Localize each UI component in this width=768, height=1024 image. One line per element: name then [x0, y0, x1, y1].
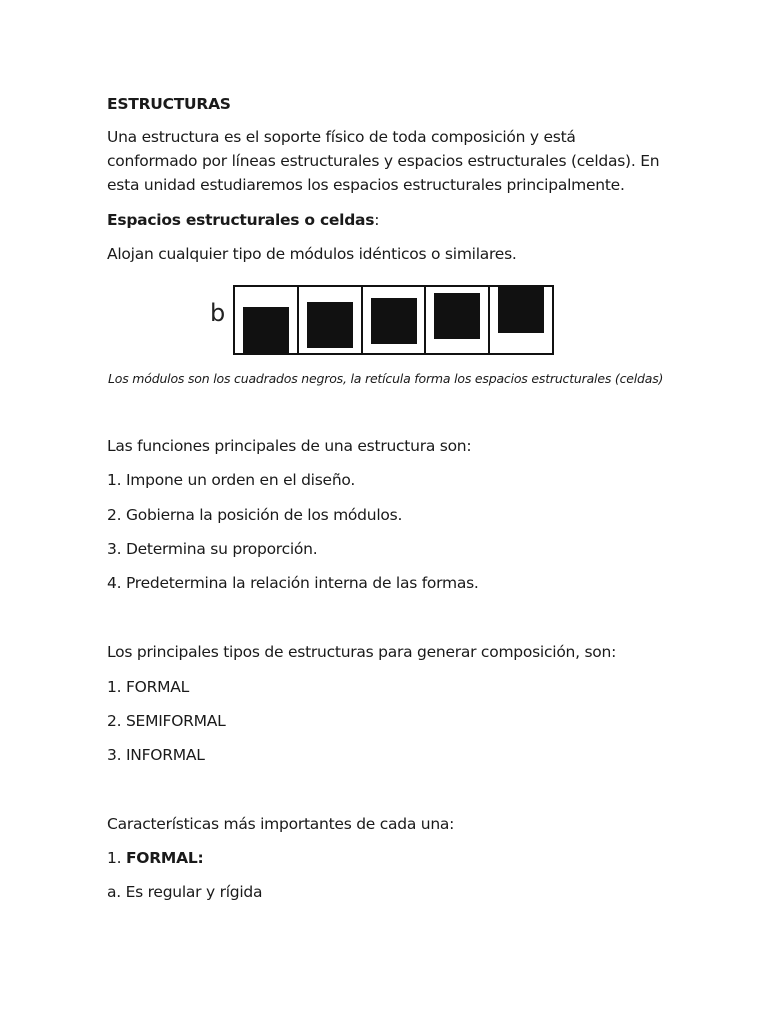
list-item: 1. FORMAL — [107, 678, 189, 696]
formal-number: 1. — [107, 849, 126, 867]
list-item: 2. SEMIFORMAL — [107, 712, 226, 730]
subheading-bold: Espacios estructurales o celdas — [107, 211, 375, 229]
black-module — [307, 302, 353, 348]
black-module — [371, 298, 417, 344]
list-item: 4. Predetermina la relación interna de las formas. — [107, 574, 479, 592]
functions-intro: Las funciones principales de una estructura son: — [107, 437, 472, 455]
list-item: 3. INFORMAL — [107, 746, 205, 764]
formal-heading — [107, 846, 203, 870]
modules-grid-figure — [205, 284, 557, 356]
document-heading: ESTRUCTURAS — [107, 95, 231, 113]
black-module — [498, 287, 544, 333]
list-item: 1. Impone un orden en el diseño. — [107, 471, 356, 489]
black-module — [434, 293, 480, 339]
subheading-colon: : — [374, 211, 380, 229]
subheading — [107, 208, 379, 232]
list-item: 2. Gobierna la posición de los módulos. — [107, 506, 403, 524]
black-module — [243, 307, 289, 353]
figure-caption: Los módulos son los cuadrados negros, la retícula forma los espacios estructurales (celdas) — [108, 371, 664, 386]
types-intro: Los principales tipos de estructuras para generar composición, son: — [107, 643, 617, 661]
list-item: a. Es regular y rígida — [107, 883, 263, 901]
list-item: 3. Determina su proporción. — [107, 540, 318, 558]
intro-paragraph: Una estructura es el soporte físico de toda composición y está conformado por líneas estructurales y espacios estructurales (celdas). En esta unidad estudiaremos los espacios estructurales principalmente. — [107, 128, 660, 194]
alojan-paragraph: Alojan cualquier tipo de módulos idénticos o similares. — [107, 245, 517, 263]
figure-label: b — [210, 299, 226, 327]
characteristics-intro: Características más importantes de cada una: — [107, 815, 455, 833]
formal-label: FORMAL: — [125, 849, 204, 867]
